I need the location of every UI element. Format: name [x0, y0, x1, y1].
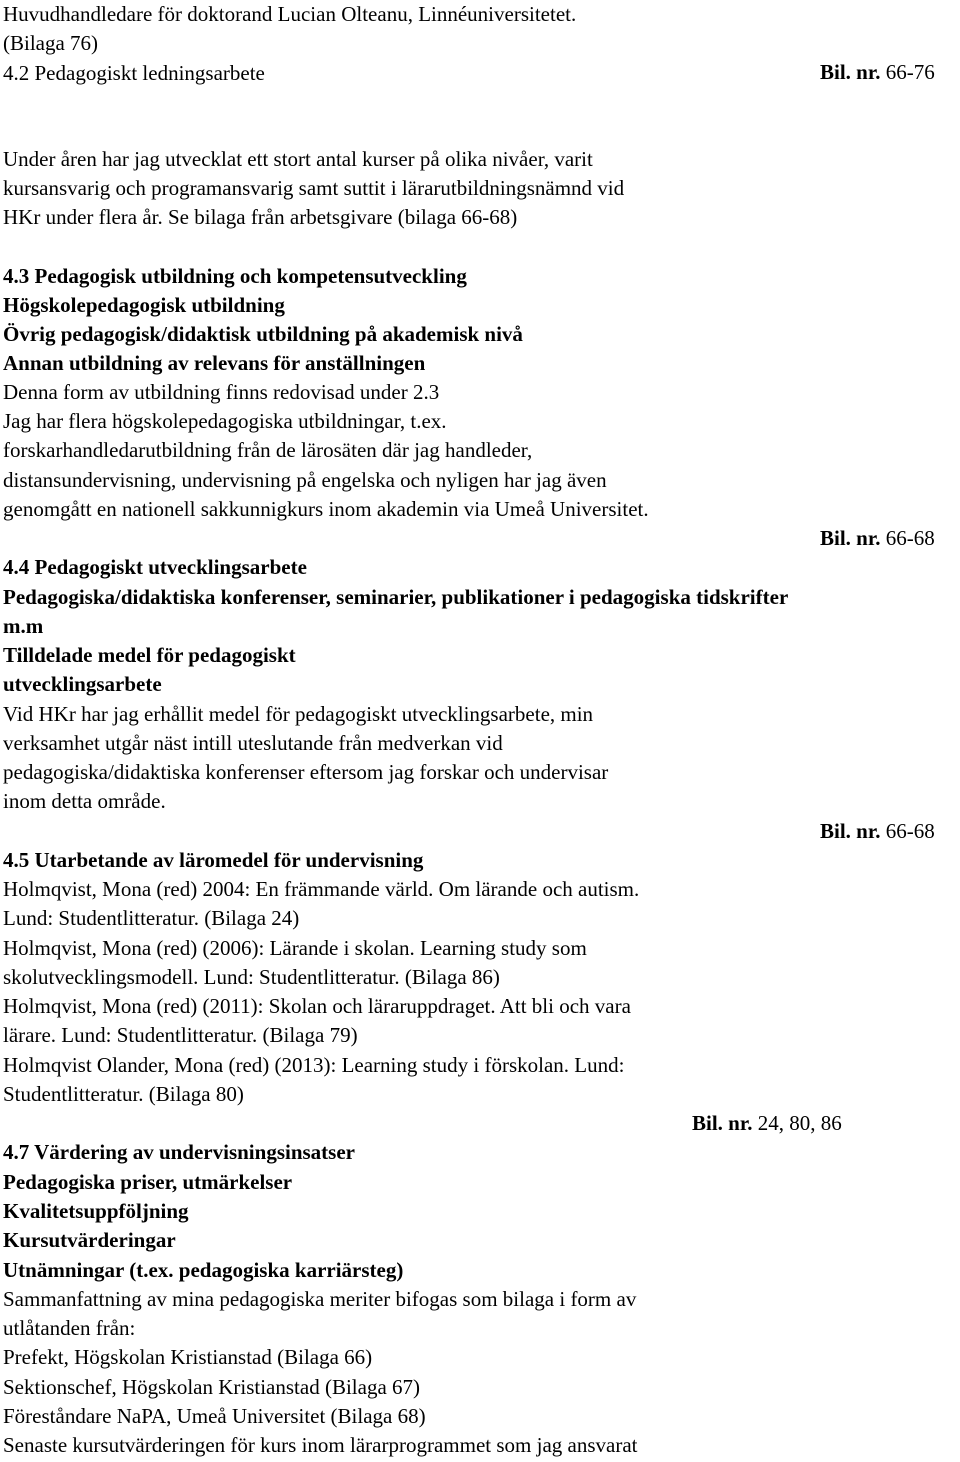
attachment-ref-value: 24, 80, 86: [757, 1111, 842, 1135]
attachment-ref-value: 66-68: [885, 819, 935, 843]
section-4-4-heading: 4.4 Pedagogiskt utvecklingsarbete: [3, 555, 307, 579]
section-4-7-body-line: utlåtanden från:: [3, 1316, 136, 1340]
header-line-1: Huvudhandledare för doktorand Lucian Olteanu, Linnéuniversitetet.: [3, 2, 577, 26]
header-line-2: (Bilaga 76): [3, 31, 99, 55]
section-4-7-subheading: Pedagogiska priser, utmärkelser: [3, 1170, 293, 1194]
section-4-7-body-line: Senaste kursutvärderingen för kurs inom lärarprogrammet som jag ansvarat: [3, 1433, 638, 1457]
section-4-5-body-line: Holmqvist, Mona (red) (2011): Skolan och läraruppdraget. Att bli och vara: [3, 994, 631, 1018]
section-4-4-subheading: m.m: [3, 614, 44, 638]
section-4-3-subheading: Annan utbildning av relevans för anställningen: [3, 351, 426, 375]
section-4-4-attachment-ref: [820, 818, 935, 845]
attachment-ref-value: 66-68: [885, 526, 935, 550]
attachment-ref-label: Bil. nr.: [820, 60, 881, 84]
attachment-ref-label: Bil. nr.: [820, 526, 881, 550]
section-4-5-body-line: Holmqvist Olander, Mona (red) (2013): Learning study i förskolan. Lund:: [3, 1053, 625, 1077]
section-4-5-body-line: Holmqvist, Mona (red) (2006): Lärande i skolan. Learning study som: [3, 936, 587, 960]
section-4-3-body-line: Jag har flera högskolepedagogiska utbildningar, t.ex.: [3, 409, 447, 433]
section-4-3-heading: 4.3 Pedagogisk utbildning och kompetensutveckling: [3, 264, 467, 288]
section-4-4-subheading: utvecklingsarbete: [3, 672, 162, 696]
section-4-4-subheading: Tilldelade medel för pedagogiskt: [3, 643, 296, 667]
section-4-7-body-line: Prefekt, Högskolan Kristianstad (Bilaga 66): [3, 1345, 373, 1369]
section-4-7-body-line: Föreståndare NaPA, Umeå Universitet (Bilaga 68): [3, 1404, 426, 1428]
section-4-2-attachment-ref: [820, 59, 935, 86]
section-4-7-subheading: Kursutvärderingar: [3, 1228, 176, 1252]
section-4-5-body-line: Holmqvist, Mona (red) 2004: En främmande värld. Om lärande och autism.: [3, 877, 640, 901]
attachment-ref-label: Bil. nr.: [820, 819, 881, 843]
section-4-2-body-line: Under åren har jag utvecklat ett stort antal kurser på olika nivåer, varit: [3, 147, 593, 171]
section-4-5-body-line: Studentlitteratur. (Bilaga 80): [3, 1082, 244, 1106]
section-4-7-body-line: Sammanfattning av mina pedagogiska meriter bifogas som bilaga i form av: [3, 1287, 637, 1311]
section-4-2-body-line: kursansvarig och programansvarig samt suttit i lärarutbildningsnämnd vid: [3, 176, 625, 200]
section-4-3-body-line: distansundervisning, undervisning på engelska och nyligen har jag även: [3, 468, 607, 492]
section-4-3-body-line: genomgått en nationell sakkunnigkurs inom akademin via Umeå Universitet.: [3, 497, 649, 521]
section-4-5-heading: 4.5 Utarbetande av läromedel för undervisning: [3, 848, 424, 872]
attachment-ref-value: 66-76: [885, 60, 935, 84]
section-4-7-heading: 4.7 Värdering av undervisningsinsatser: [3, 1140, 355, 1164]
section-4-4-body-line: Vid HKr har jag erhållit medel för pedagogiskt utvecklingsarbete, min: [3, 702, 594, 726]
section-4-4-body-line: pedagogiska/didaktiska konferenser eftersom jag forskar och undervisar: [3, 760, 609, 784]
section-4-4-body-line: verksamhet utgår näst intill uteslutande från medverkan vid: [3, 731, 503, 755]
section-4-3-body-line: Denna form av utbildning finns redovisad under 2.3: [3, 380, 440, 404]
section-4-5-body-line: Lund: Studentlitteratur. (Bilaga 24): [3, 906, 300, 930]
section-4-4-subheading: Pedagogiska/didaktiska konferenser, seminarier, publikationer i pedagogiska tidskrifter: [3, 585, 789, 609]
section-4-5-body-line: skolutvecklingsmodell. Lund: Studentlitteratur. (Bilaga 86): [3, 965, 500, 989]
section-4-3-body-line: forskarhandledarutbildning från de lärosäten där jag handleder,: [3, 438, 533, 462]
section-4-5-body-line: lärare. Lund: Studentlitteratur. (Bilaga 79): [3, 1023, 358, 1047]
section-4-4-body-line: inom detta område.: [3, 789, 166, 813]
section-4-5-attachment-ref: [692, 1110, 842, 1137]
section-4-7-subheading: Utnämningar (t.ex. pedagogiska karriärsteg): [3, 1258, 404, 1282]
section-4-7-body-line: Sektionschef, Högskolan Kristianstad (Bilaga 67): [3, 1375, 421, 1399]
section-4-7-subheading: Kvalitetsuppföljning: [3, 1199, 189, 1223]
section-4-3-attachment-ref: [820, 525, 935, 552]
section-4-3-subheading: Högskolepedagogisk utbildning: [3, 293, 285, 317]
section-4-2-body-line: HKr under flera år. Se bilaga från arbetsgivare (bilaga 66-68): [3, 205, 518, 229]
section-4-2-heading: 4.2 Pedagogiskt ledningsarbete: [3, 61, 265, 85]
section-4-3-subheading: Övrig pedagogisk/didaktisk utbildning på akademisk nivå: [3, 322, 523, 346]
attachment-ref-label: Bil. nr.: [692, 1111, 753, 1135]
